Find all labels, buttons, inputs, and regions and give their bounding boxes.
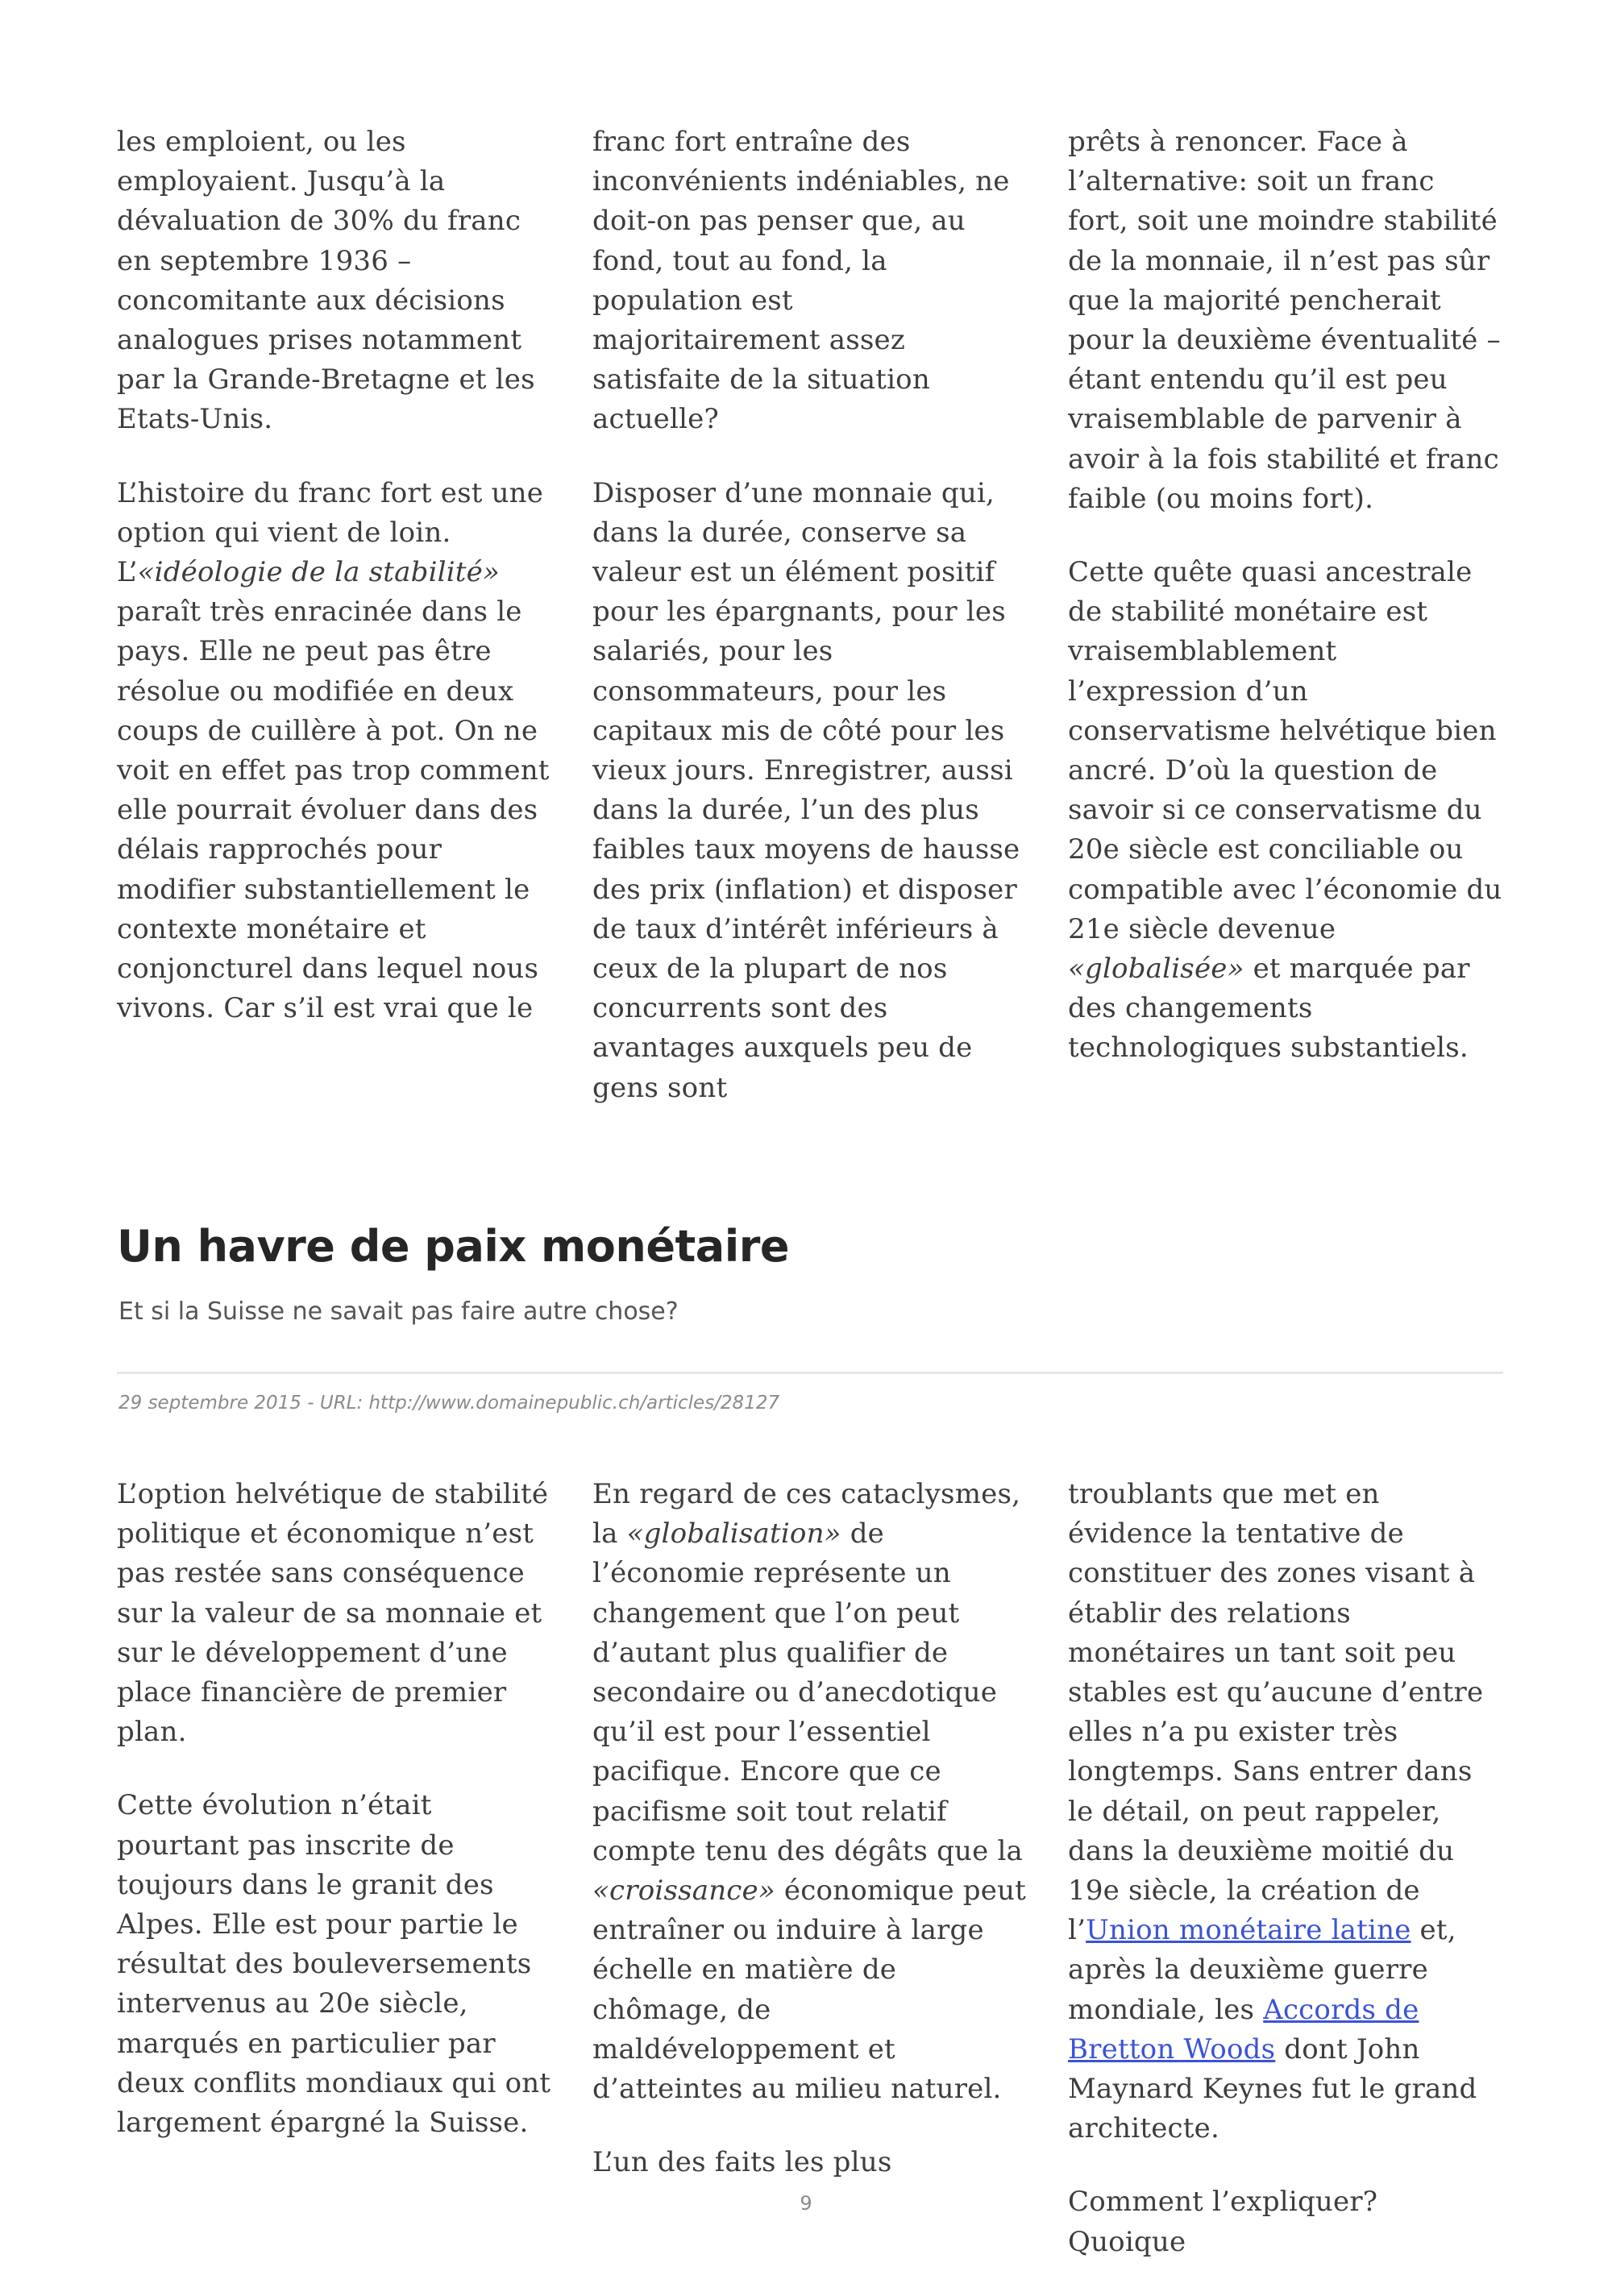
- emphasis: «globalisation»: [626, 1518, 841, 1551]
- article-subtitle: Et si la Suisse ne savait pas faire autre chose?: [118, 1297, 679, 1326]
- paragraph: L’un des faits les plus: [592, 2146, 892, 2179]
- paragraph: [1068, 553, 1503, 1069]
- emphasis: «globalisée»: [1068, 953, 1244, 986]
- column-3: [1068, 1475, 1503, 2296]
- paragraph: Comment l’expliquer? Quoique: [1068, 2186, 1378, 2258]
- paragraph: Disposer d’une monnaie qui, dans la durée, conserve sa valeur est un élément positif pour les épargnants, pour les salariés, pour les consommateurs, pour les capitaux mis de côté pour les vieux jours. Enregistrer, aussi dans la durée, l’un des plus faibles taux moyens de hausse des prix (inflation) et disposer de taux d’intérêt inférieurs à ceux de la plupart de nos concurrents sont des avantages auxquels peu de gens sont: [592, 476, 1020, 1104]
- paragraph: [117, 474, 552, 1029]
- paragraph: les emploient, ou les employaient. Jusqu’à la dévaluation de 30% du franc en septembre 1936 – concomitante aux décisions analogues prises notamment par la Grande-Bretagne et les Etats-Unis.: [117, 126, 535, 436]
- text-run: troublants que met en évidence la tentative de constituer des zones visant à établir des relations monétaires un tant soit peu stables est qu’aucune d’entre elles n’a pu exister très longtemps. Sans entrer dans le détail, on peut rappeler, dans la deuxième moitié du 19e siècle, la création de l’: [1068, 1478, 1484, 1947]
- page-number: 9: [800, 2192, 812, 2215]
- article-meta: 29 septembre 2015 - URL: http://www.domainepublic.ch/articles/28127: [118, 1393, 780, 1414]
- text-run: paraît très enracinée dans le pays. Elle ne peut pas être résolue ou modifiée en deux coups de cuillère à pot. On ne voit en effet pas trop comment elle pourrait évoluer dans des délais rapprochés pour modifier substantiellement le contexte monétaire et conjoncturel dans lequel nous vivons. Car s’il est vrai que le: [117, 596, 550, 1025]
- text-run: et marquée par des changements technologiques substantiels.: [1068, 953, 1470, 1065]
- text-run: dont John Maynard Keynes fut le grand architecte.: [1068, 2032, 1477, 2145]
- paragraph: L’option helvétique de stabilité politique et économique n’est pas restée sans conséquence sur la valeur de sa monnaie et sur le développement d’une place financière de premier plan.: [117, 1478, 549, 1749]
- column-1: [117, 122, 552, 1142]
- text-run: de l’économie représente un changement que l’on peut d’autant plus qualifier de secondaire ou d’anecdotique qu’il est pour l’essentiel pacifique. Encore que ce pacifisme soit tout relatif compte tenu des dégâts que la: [592, 1518, 1024, 1867]
- text-run: En regard de ces cataclysmes, la: [592, 1478, 1021, 1551]
- article-body: [117, 1475, 1503, 2296]
- column-1: [117, 1475, 552, 2296]
- article-continuation: [117, 122, 1503, 1142]
- text-run: économique peut entraîner ou induire à large échelle en matière de chômage, de maldéveloppement et d’atteintes au milieu naturel.: [592, 1875, 1027, 2106]
- column-2: [592, 1475, 1028, 2296]
- column-2: [592, 122, 1028, 1142]
- text-run: et, après la deuxième guerre mondiale, les: [1068, 1914, 1456, 2026]
- paragraph: [592, 1475, 1028, 2109]
- emphasis: «idéologie de la stabilité»: [137, 556, 500, 589]
- text-run: Cette quête quasi ancestrale de stabilité monétaire est vraisemblablement l’expression d’un conservatisme helvétique bien ancré. D’où la question de savoir si ce conservatisme du 20e siècle est conciliable ou compatible avec l’économie du 21e siècle devenue: [1068, 556, 1502, 945]
- text-run: L’histoire du franc fort est une option qui vient de loin. L’: [117, 476, 544, 589]
- divider: [117, 1372, 1503, 1374]
- paragraph: franc fort entraîne des inconvénients indéniables, ne doit-on pas penser que, au fond, tout au fond, la population est majoritairement assez satisfaite de la situation actuelle?: [592, 126, 1010, 436]
- article-title: Un havre de paix monétaire: [117, 1221, 789, 1272]
- column-3: [1068, 122, 1503, 1142]
- link-accords-bretton-woods[interactable]: Accords de Bretton Woods: [1068, 1993, 1419, 2066]
- emphasis: «croissance»: [592, 1875, 775, 1908]
- paragraph: Cette évolution n’était pourtant pas inscrite de toujours dans le granit des Alpes. Elle est pour partie le résultat des bouleversements intervenus au 20e siècle, marqués en particulier par deux conflits mondiaux qui ont largement épargné la Suisse.: [117, 1789, 551, 2140]
- paragraph: prêts à renoncer. Face à l’alternative: soit un franc fort, soit une moindre stabilité de la monnaie, il n’est pas sûr que la majorité pencherait pour la deuxième éventualité – étant entendu qu’il est peu vraisemblable de parvenir à avoir à la fois stabilité et franc faible (ou moins fort).: [1068, 126, 1501, 515]
- paragraph: [1068, 1475, 1503, 2149]
- link-union-monetaire-latine[interactable]: Union monétaire latine: [1086, 1914, 1411, 1947]
